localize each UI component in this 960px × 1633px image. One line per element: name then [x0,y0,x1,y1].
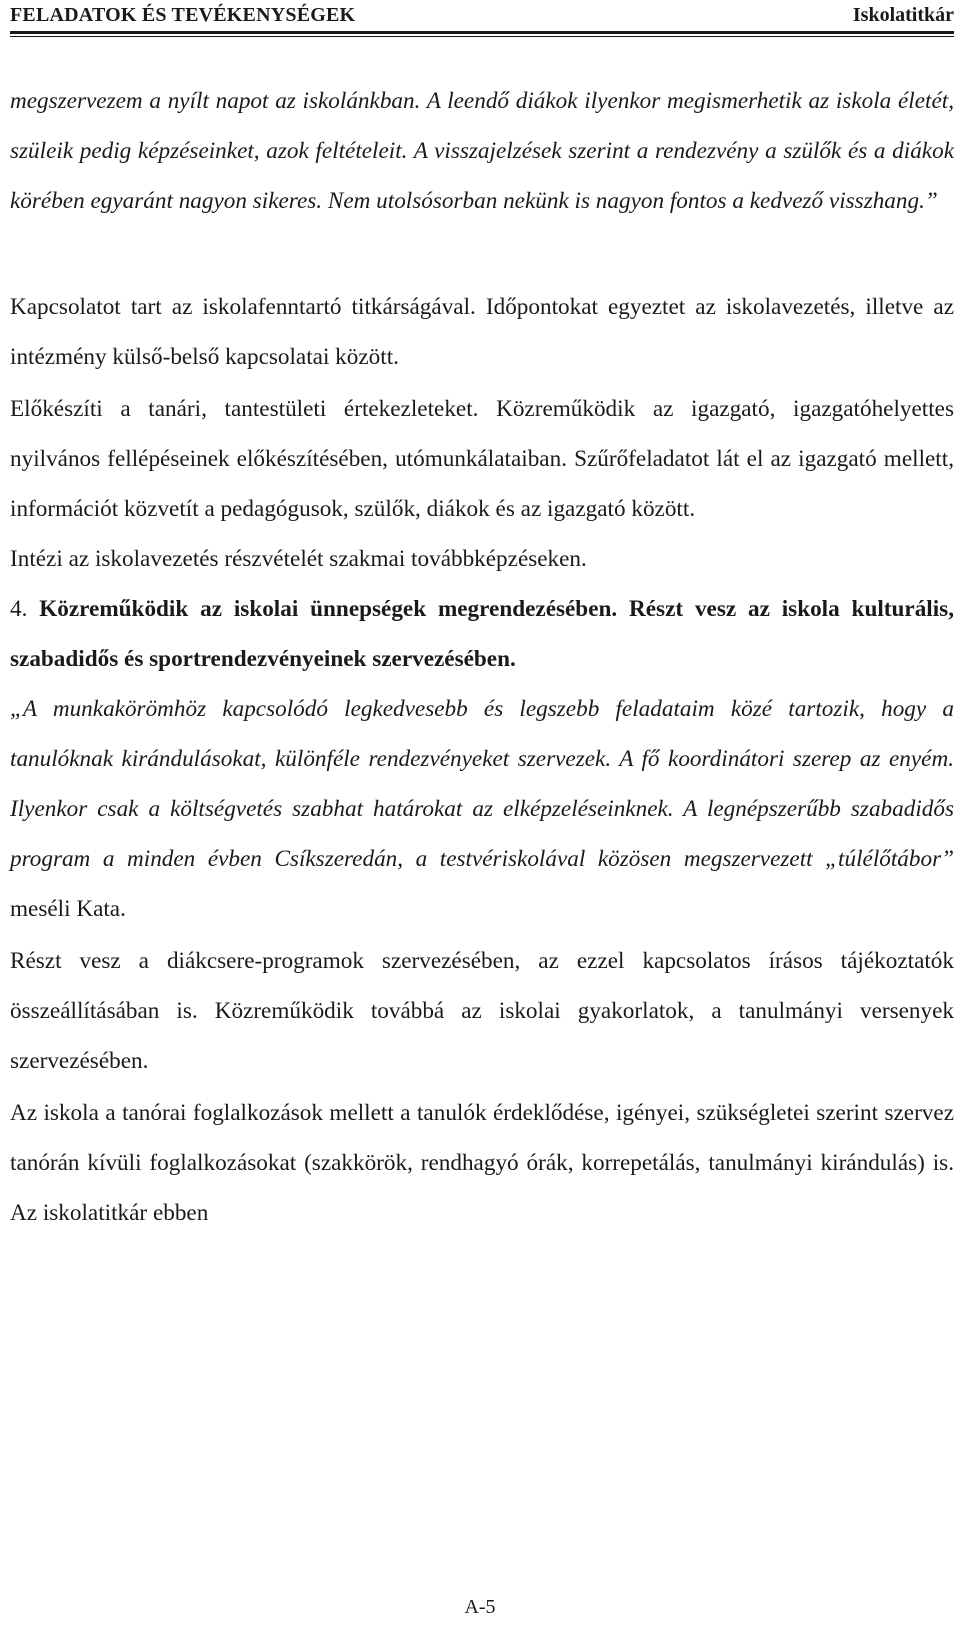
header-rule-thin [10,36,954,37]
quote-paragraph-continued: megszervezem a nyílt napot az iskolánkban. A leendő diákok ilyenkor megismerhetik az iskola életét, szüleik pedig képzéseinket, azok feltételeit. A visszajelzések szerint a rendezvény a szülők és a diákok körében egyaránt nagyon sikeres. Nem utolsósorban nekünk is nagyon fontos a kedvező visszhang.” [10,88,954,214]
paragraph-activities: Az iskola a tanórai foglalkozások mellett a tanulók érdeklődése, igényei, szükségletei szerint szervez tanórán kívüli foglalkozásokat (szakkörök, rendhagyó órák, korrepetálás, tanulmányi kirándulás) is. Az iskolatitkár ebben [10,1100,954,1226]
page-number: A-5 [464,1596,496,1618]
paragraph-meetings: Előkészíti a tanári, tantestületi értekezleteket. Közreműködik az igazgató, igazgatóhelyettes nyilvános fellépéseinek előkészítésében, utómunkálataiban. Szűrőfeladatot lát el az igazgató mellett, információt közvetít a pedagógusok, szülők, diákok és az igazgató között. [10,396,954,522]
header-role-title: Iskolatitkár [852,4,954,26]
header-rule-thick [10,31,954,34]
quote-text: „A munkakörömhöz kapcsolódó legkedvesebb és legszebb feladataim közé tartozik, hogy a tanulóknak kirándulásokat, különféle rendezvényeket szervezek. A fő koordinátori szerep az enyém. Ilyenkor csak a költségvetés szabhat határokat az elképzeléseinknek. A legnépszerűbb szabadidős program a minden évben Csíkszeredán, a testvériskolával közösen megszervezett „túlélőtábor” [10,696,954,872]
page-header [10,0,954,36]
header-section-title: FELADATOK ÉS TEVÉKENYSÉGEK [10,4,356,26]
quote-attribution: meséli Kata. [10,896,126,922]
paragraph-contacts: Kapcsolatot tart az iskolafenntartó titkárságával. Időpontokat egyeztet az iskolavezetés, illetve az intézmény külső-belső kapcsolatai között. [10,294,954,370]
paragraph-spacer [10,226,954,282]
paragraph-exchange: Részt vesz a diákcsere-programok szervezésében, az ezzel kapcsolatos írásos tájékoztatók összeállításában is. Közreműködik továbbá az iskolai gyakorlatok, a tanulmányi versenyek szervezésében. [10,948,954,1074]
heading-text: Közreműködik az iskolai ünnepségek megrendezésében. Részt vesz az iskola kulturális, szabadidős és sportrendezvényeinek szervezésében. [10,596,955,672]
heading-number: 4. [10,596,40,622]
quote-paragraph [10,684,954,934]
paragraph-training: Intézi az iskolavezetés részvételét szakmai továbbképzéseken. [10,546,587,572]
numbered-heading-4 [10,584,954,684]
document-body [10,76,954,1238]
